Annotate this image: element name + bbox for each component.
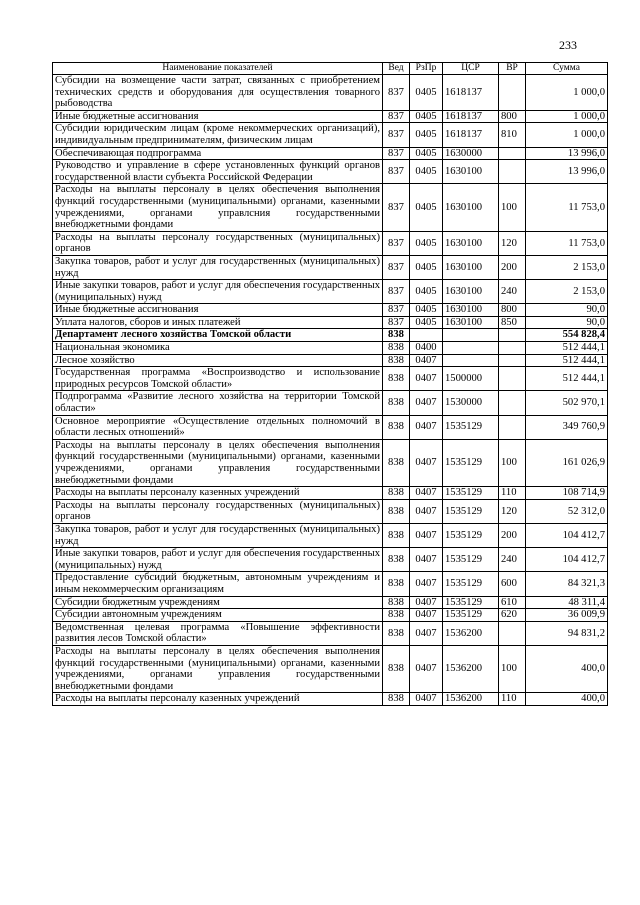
row-csr-cell: 1618137	[443, 123, 499, 147]
row-sum-cell: 349 760,9	[526, 415, 608, 439]
row-csr-cell: 1630100	[443, 304, 499, 317]
row-rzpr-cell: 0407	[410, 572, 443, 596]
row-rzpr-cell: 0407	[410, 645, 443, 692]
row-ved-cell: 837	[383, 304, 410, 317]
row-csr-cell: 1630100	[443, 255, 499, 279]
row-csr-cell: 1535129	[443, 487, 499, 500]
table-row	[53, 367, 608, 391]
row-sum-cell: 48 311,4	[526, 596, 608, 609]
row-ved-cell: 838	[383, 354, 410, 367]
table-row	[53, 316, 608, 329]
row-vr-cell: 100	[499, 184, 526, 231]
row-sum-cell: 13 996,0	[526, 160, 608, 184]
table-row	[53, 184, 608, 231]
row-sum-cell: 104 412,7	[526, 523, 608, 547]
table-row	[53, 354, 608, 367]
row-rzpr-cell: 0407	[410, 693, 443, 706]
row-vr-cell: 810	[499, 123, 526, 147]
row-name-cell: Расходы на выплаты персоналу в целях обеспечения выполнения функций государственными (муниципальными) органами, казенными учреждениями, органами управления государственными внебюджетными фондами	[53, 645, 383, 692]
row-name-cell: Основное мероприятие «Осуществление отдельных полномочий в области лесных отношений»	[53, 415, 383, 439]
row-csr-cell: 1535129	[443, 499, 499, 523]
row-ved-cell: 838	[383, 609, 410, 622]
row-sum-cell: 108 714,9	[526, 487, 608, 500]
row-rzpr-cell	[410, 329, 443, 342]
row-csr-cell: 1630100	[443, 231, 499, 255]
row-name-cell: Руководство и управление в сфере установленных функций органов государственной власти субъекта Российской Федерации	[53, 160, 383, 184]
row-csr-cell: 1630000	[443, 147, 499, 160]
row-ved-cell: 838	[383, 391, 410, 415]
row-csr-cell: 1630100	[443, 160, 499, 184]
row-rzpr-cell: 0407	[410, 499, 443, 523]
row-rzpr-cell: 0407	[410, 609, 443, 622]
table-row	[53, 499, 608, 523]
row-csr-cell: 1630100	[443, 280, 499, 304]
row-rzpr-cell: 0407	[410, 391, 443, 415]
row-vr-cell	[499, 342, 526, 355]
row-csr-cell: 1536200	[443, 693, 499, 706]
row-rzpr-cell: 0405	[410, 231, 443, 255]
row-csr-cell: 1535129	[443, 548, 499, 572]
row-sum-cell: 90,0	[526, 316, 608, 329]
table-row	[53, 110, 608, 123]
table-row	[53, 255, 608, 279]
row-ved-cell: 837	[383, 184, 410, 231]
row-name-cell: Закупка товаров, работ и услуг для государственных (муниципальных) нужд	[53, 255, 383, 279]
row-sum-cell: 512 444,1	[526, 342, 608, 355]
row-csr-cell: 1530000	[443, 391, 499, 415]
row-sum-cell: 84 321,3	[526, 572, 608, 596]
row-rzpr-cell: 0407	[410, 354, 443, 367]
row-sum-cell: 11 753,0	[526, 184, 608, 231]
row-vr-cell: 600	[499, 572, 526, 596]
row-csr-cell: 1630100	[443, 184, 499, 231]
row-ved-cell: 838	[383, 596, 410, 609]
table-row	[53, 596, 608, 609]
row-csr-cell: 1535129	[443, 596, 499, 609]
row-csr-cell	[443, 329, 499, 342]
budget-table	[52, 62, 608, 706]
row-ved-cell: 837	[383, 123, 410, 147]
row-sum-cell: 11 753,0	[526, 231, 608, 255]
row-name-cell: Обеспечивающая подпрограмма	[53, 147, 383, 160]
row-ved-cell: 837	[383, 280, 410, 304]
row-ved-cell: 838	[383, 693, 410, 706]
table-row	[53, 231, 608, 255]
row-csr-cell: 1618137	[443, 75, 499, 111]
row-vr-cell: 620	[499, 609, 526, 622]
row-csr-cell: 1500000	[443, 367, 499, 391]
row-sum-cell: 400,0	[526, 693, 608, 706]
row-vr-cell	[499, 147, 526, 160]
row-csr-cell	[443, 342, 499, 355]
row-csr-cell: 1535129	[443, 609, 499, 622]
table-row	[53, 304, 608, 317]
table-row	[53, 342, 608, 355]
row-vr-cell: 200	[499, 255, 526, 279]
row-csr-cell: 1535129	[443, 415, 499, 439]
row-sum-cell: 1 000,0	[526, 75, 608, 111]
row-rzpr-cell: 0405	[410, 280, 443, 304]
row-csr-cell: 1618137	[443, 110, 499, 123]
row-rzpr-cell: 0405	[410, 255, 443, 279]
row-rzpr-cell: 0407	[410, 523, 443, 547]
header-name: Наименование показателей	[53, 63, 383, 75]
row-csr-cell	[443, 354, 499, 367]
row-vr-cell: 610	[499, 596, 526, 609]
row-rzpr-cell: 0407	[410, 415, 443, 439]
row-vr-cell: 100	[499, 439, 526, 486]
row-rzpr-cell: 0407	[410, 548, 443, 572]
row-rzpr-cell: 0405	[410, 147, 443, 160]
row-rzpr-cell: 0405	[410, 304, 443, 317]
row-name-cell: Предоставление субсидий бюджетным, автономным учреждениям и иным некоммерческим организациям	[53, 572, 383, 596]
row-name-cell: Иные закупки товаров, работ и услуг для обеспечения государственных (муниципальных) нужд	[53, 548, 383, 572]
row-name-cell: Иные закупки товаров, работ и услуг для обеспечения государственных (муниципальных) нужд	[53, 280, 383, 304]
row-sum-cell: 161 026,9	[526, 439, 608, 486]
row-csr-cell: 1536200	[443, 645, 499, 692]
page-number: 233	[559, 38, 577, 52]
row-sum-cell: 502 970,1	[526, 391, 608, 415]
row-csr-cell: 1535129	[443, 523, 499, 547]
table-row	[53, 415, 608, 439]
row-ved-cell: 838	[383, 329, 410, 342]
row-name-cell: Расходы на выплаты персоналу казенных учреждений	[53, 487, 383, 500]
row-rzpr-cell: 0407	[410, 487, 443, 500]
row-name-cell: Государственная программа «Воспроизводство и использование природных ресурсов Томской области»	[53, 367, 383, 391]
row-name-cell: Национальная экономика	[53, 342, 383, 355]
row-vr-cell: 850	[499, 316, 526, 329]
row-sum-cell: 512 444,1	[526, 354, 608, 367]
row-sum-cell: 554 828,4	[526, 329, 608, 342]
row-csr-cell: 1535129	[443, 439, 499, 486]
row-name-cell: Субсидии на возмещение части затрат, связанных с приобретением технических средств и оборудования для осуществления товарного рыбоводства	[53, 75, 383, 111]
row-rzpr-cell: 0405	[410, 316, 443, 329]
header-ved: Вед	[383, 63, 410, 75]
header-csr: ЦСР	[443, 63, 499, 75]
row-ved-cell: 837	[383, 160, 410, 184]
table-row	[53, 160, 608, 184]
table-row	[53, 75, 608, 111]
row-vr-cell	[499, 160, 526, 184]
table-header-row	[53, 63, 608, 75]
row-vr-cell	[499, 415, 526, 439]
row-name-cell: Департамент лесного хозяйства Томской области	[53, 329, 383, 342]
row-rzpr-cell: 0400	[410, 342, 443, 355]
row-csr-cell: 1630100	[443, 316, 499, 329]
row-ved-cell: 837	[383, 316, 410, 329]
header-sum: Сумма	[526, 63, 608, 75]
row-sum-cell: 104 412,7	[526, 548, 608, 572]
row-rzpr-cell: 0407	[410, 439, 443, 486]
row-vr-cell	[499, 391, 526, 415]
row-rzpr-cell: 0405	[410, 160, 443, 184]
row-sum-cell: 512 444,1	[526, 367, 608, 391]
table-row	[53, 123, 608, 147]
table-row	[53, 548, 608, 572]
row-ved-cell: 838	[383, 487, 410, 500]
header-rzpr: РзПр	[410, 63, 443, 75]
row-rzpr-cell: 0405	[410, 110, 443, 123]
row-ved-cell: 838	[383, 367, 410, 391]
table-row	[53, 280, 608, 304]
row-rzpr-cell: 0407	[410, 621, 443, 645]
row-ved-cell: 838	[383, 342, 410, 355]
row-csr-cell: 1536200	[443, 621, 499, 645]
row-name-cell: Расходы на выплаты персоналу государственных (муниципальных) органов	[53, 499, 383, 523]
table-body	[53, 75, 608, 706]
row-ved-cell: 837	[383, 147, 410, 160]
row-rzpr-cell: 0407	[410, 367, 443, 391]
row-vr-cell: 120	[499, 231, 526, 255]
row-name-cell: Закупка товаров, работ и услуг для государственных (муниципальных) нужд	[53, 523, 383, 547]
table-row	[53, 523, 608, 547]
row-ved-cell: 838	[383, 548, 410, 572]
row-vr-cell: 110	[499, 487, 526, 500]
row-name-cell: Расходы на выплаты персоналу в целях обеспечения выполнения функций государственными (муниципальными) органами, казенными учреждениями, органами управления государственными внебюджетными фондами	[53, 439, 383, 486]
row-ved-cell: 838	[383, 499, 410, 523]
row-rzpr-cell: 0405	[410, 184, 443, 231]
row-name-cell: Субсидии автономным учреждениям	[53, 609, 383, 622]
row-vr-cell: 110	[499, 693, 526, 706]
row-ved-cell: 837	[383, 231, 410, 255]
table-row	[53, 693, 608, 706]
row-sum-cell: 36 009,9	[526, 609, 608, 622]
row-sum-cell: 2 153,0	[526, 280, 608, 304]
row-name-cell: Субсидии бюджетным учреждениям	[53, 596, 383, 609]
row-sum-cell: 1 000,0	[526, 110, 608, 123]
row-name-cell: Ведомственная целевая программа «Повышение эффективности развития лесов Томской области»	[53, 621, 383, 645]
row-sum-cell: 13 996,0	[526, 147, 608, 160]
row-vr-cell: 240	[499, 548, 526, 572]
row-vr-cell	[499, 354, 526, 367]
row-vr-cell	[499, 75, 526, 111]
row-sum-cell: 52 312,0	[526, 499, 608, 523]
row-name-cell: Иные бюджетные ассигнования	[53, 110, 383, 123]
row-ved-cell: 837	[383, 110, 410, 123]
row-name-cell: Расходы на выплаты персоналу в целях обеспечения выполнения функций государственными (муниципальными) органами, казенными учреждениями, органами управлсния государственными внебюджетными фондами	[53, 184, 383, 231]
table-row	[53, 329, 608, 342]
row-ved-cell: 838	[383, 645, 410, 692]
row-ved-cell: 837	[383, 255, 410, 279]
row-ved-cell: 838	[383, 572, 410, 596]
row-name-cell: Расходы на выплаты персоналу казенных учреждений	[53, 693, 383, 706]
row-vr-cell: 800	[499, 304, 526, 317]
row-vr-cell	[499, 367, 526, 391]
row-sum-cell: 400,0	[526, 645, 608, 692]
header-vr: ВР	[499, 63, 526, 75]
row-vr-cell: 240	[499, 280, 526, 304]
row-csr-cell: 1535129	[443, 572, 499, 596]
table-row	[53, 439, 608, 486]
row-ved-cell: 838	[383, 621, 410, 645]
table-row	[53, 645, 608, 692]
table-row	[53, 391, 608, 415]
row-name-cell: Иные бюджетные ассигнования	[53, 304, 383, 317]
row-rzpr-cell: 0407	[410, 596, 443, 609]
row-sum-cell: 2 153,0	[526, 255, 608, 279]
row-vr-cell	[499, 621, 526, 645]
table-row	[53, 621, 608, 645]
row-rzpr-cell: 0405	[410, 75, 443, 111]
row-vr-cell: 800	[499, 110, 526, 123]
row-name-cell: Уплата налогов, сборов и иных платежей	[53, 316, 383, 329]
row-vr-cell: 100	[499, 645, 526, 692]
row-sum-cell: 94 831,2	[526, 621, 608, 645]
row-ved-cell: 838	[383, 523, 410, 547]
table-row	[53, 147, 608, 160]
row-ved-cell: 838	[383, 415, 410, 439]
row-vr-cell	[499, 329, 526, 342]
row-sum-cell: 1 000,0	[526, 123, 608, 147]
table-row	[53, 487, 608, 500]
row-name-cell: Лесное хозяйство	[53, 354, 383, 367]
table-row	[53, 572, 608, 596]
row-sum-cell: 90,0	[526, 304, 608, 317]
row-ved-cell: 837	[383, 75, 410, 111]
row-name-cell: Субсидии юридическим лицам (кроме некоммерческих организаций), индивидуальным предпринимателям, физическим лицам	[53, 123, 383, 147]
row-rzpr-cell: 0405	[410, 123, 443, 147]
table-row	[53, 609, 608, 622]
row-name-cell: Расходы на выплаты персоналу государственных (муниципальных) органов	[53, 231, 383, 255]
row-ved-cell: 838	[383, 439, 410, 486]
row-name-cell: Подпрограмма «Развитие лесного хозяйства на территории Томской области»	[53, 391, 383, 415]
row-vr-cell: 200	[499, 523, 526, 547]
row-vr-cell: 120	[499, 499, 526, 523]
